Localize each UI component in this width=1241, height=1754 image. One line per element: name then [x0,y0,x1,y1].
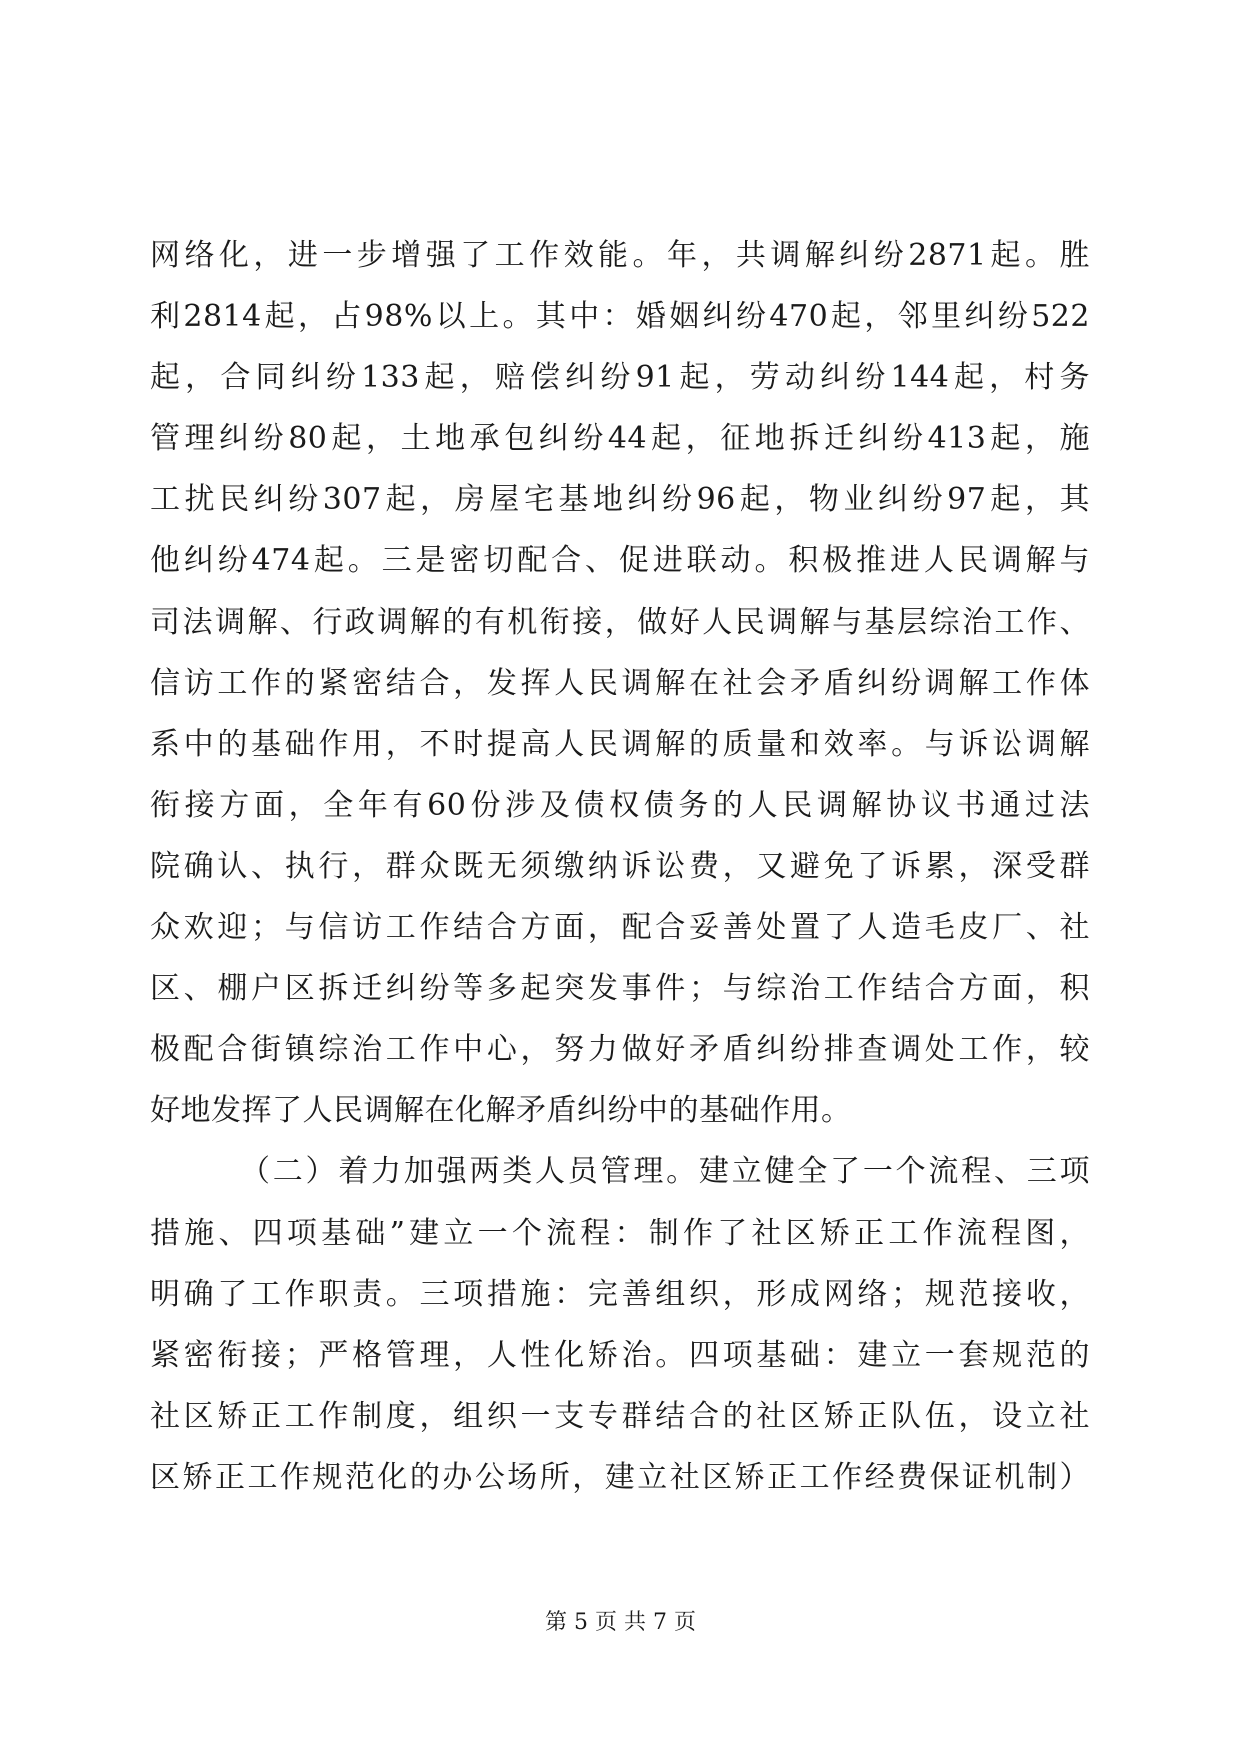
text-line: 司法调解、行政调解的有机衔接，做好人民调解与基层综治工作、 [150,604,1090,640]
text-line: 极配合街镇综治工作中心，努力做好矛盾纠纷排查调处工作，较 [150,1032,1090,1068]
text-line: 社区矫正工作制度，组织一支专群结合的社区矫正队伍，设立社 [150,1398,1090,1434]
paragraph-2 [150,1141,1090,1508]
body-text [150,225,1090,1508]
page-footer: 第 5 页 共 7 页 [545,1610,696,1635]
text-line: （二）着力加强两类人员管理。建立健全了一个流程、三项 [240,1154,1090,1190]
text-line: 起，合同纠纷133起，赔偿纠纷91起，劳动纠纷144起，村务 [150,360,1090,396]
paragraph-1 [150,225,1090,1141]
text-line: 管理纠纷80起，土地承包纠纷44起，征地拆迁纠纷413起，施 [150,421,1090,457]
text-line: 利2814起，占98%以上。其中：婚姻纠纷470起，邻里纠纷522 [150,299,1090,335]
text-line: 好地发挥了人民调解在化解矛盾纠纷中的基础作用。 [150,1093,852,1129]
text-line: 信访工作的紧密结合，发挥人民调解在社会矛盾纠纷调解工作体 [150,665,1090,701]
text-line: 他纠纷474起。三是密切配合、促进联动。积极推进人民调解与 [150,543,1090,579]
text-line: 衔接方面，全年有60份涉及债权债务的人民调解协议书通过法 [150,787,1090,823]
text-line: 明确了工作职责。三项措施：完善组织，形成网络；规范接收， [150,1276,1090,1312]
text-line: 工扰民纠纷307起，房屋宅基地纠纷96起，物业纠纷97起，其 [150,482,1090,518]
text-line: 众欢迎；与信访工作结合方面，配合妥善处置了人造毛皮厂、社 [150,910,1090,946]
text-line: 系中的基础作用，不时提高人民调解的质量和效率。与诉讼调解 [150,726,1090,762]
text-line: 网络化，进一步增强了工作效能。年，共调解纠纷2871起。胜 [150,238,1090,273]
text-line: 区矫正工作规范化的办公场所，建立社区矫正工作经费保证机制） [150,1459,1090,1495]
text-line: 措施、四项基础”建立一个流程：制作了社区矫正工作流程图， [150,1215,1090,1251]
text-line: 院确认、执行，群众既无须缴纳诉讼费，又避免了诉累，深受群 [150,848,1090,884]
text-line: 紧密衔接；严格管理，人性化矫治。四项基础：建立一套规范的 [150,1337,1090,1373]
text-line: 区、棚户区拆迁纠纷等多起突发事件；与综治工作结合方面，积 [150,971,1090,1007]
